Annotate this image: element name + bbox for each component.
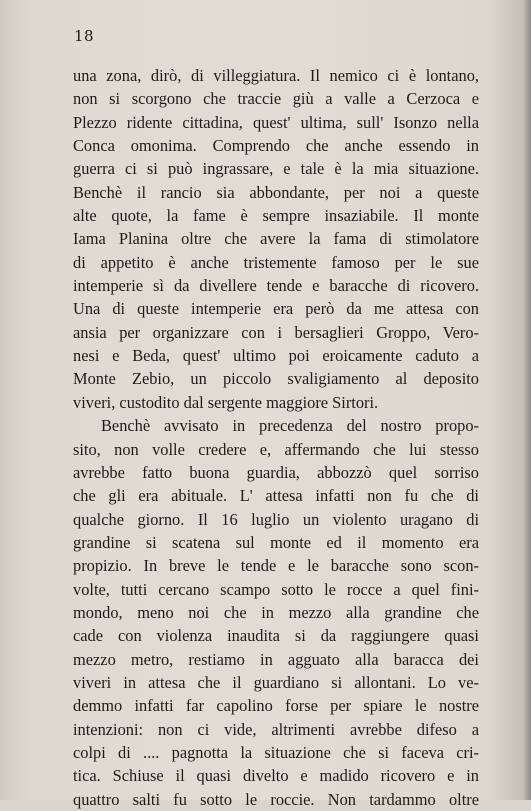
body-text: [73, 64, 479, 811]
text-line: demmo infatti far capolino forse per spiare le nostre: [73, 696, 479, 716]
text-line: mezzo metro, restiamo in agguato alla baracca dei: [73, 649, 479, 669]
text-line: avrebbe fatto buona guardia, abbozzò quel sorriso: [73, 462, 479, 482]
text-line: viveri in attesa che il guardiano si allontani. Lo ve-: [73, 672, 479, 692]
text-line: sito, non volle credere e, affermando che lui stesso: [73, 439, 479, 459]
text-line: intenzioni: non ci vide, altrimenti avrebbe difeso a: [73, 719, 479, 739]
text-line: Una di queste intemperie era però da me attesa con: [73, 299, 479, 319]
text-line: che gli era abituale. L' attesa infatti non fu che di: [73, 486, 479, 506]
text-line: quattro salti fu sotto le roccie. Non tardammo oltre: [73, 789, 479, 809]
text-line: propizio. In breve le tende e le baracche sono scon-: [73, 556, 479, 576]
text-line: Benchè avvisato in precedenza del nostro propo-: [101, 416, 479, 436]
text-line: Benchè il rancio sia abbondante, per noi a queste: [73, 182, 479, 202]
text-line: grandine si scatena sul monte ed il momento era: [73, 532, 479, 552]
text-line: mondo, meno noi che in mezzo alla grandine che: [73, 602, 479, 622]
text-line: volte, tutti cercano scampo sotto le rocce a quel fini-: [73, 579, 479, 599]
text-line: Conca omonima. Comprendo che anche essendo in: [73, 136, 479, 156]
text-line: Monte Zebio, un piccolo svaligiamento al deposito: [73, 369, 479, 389]
text-line: colpi di .... pagnotta la situazione che si faceva cri-: [73, 742, 479, 762]
text-line: ansia per organizzare con i bersaglieri Groppo, Vero-: [73, 322, 479, 342]
text-line: non si scorgono che traccie giù a valle a Cerzoca e: [73, 89, 479, 109]
page-edge-shadow: [523, 0, 531, 800]
text-line: una zona, dirò, di villeggiatura. Il nemico ci è lontano,: [73, 66, 479, 85]
text-line: viveri, custodito dal sergente maggiore Sirtori.: [73, 392, 379, 412]
text-line: nesi e Beda, quest' ultimo poi eroicamente caduto a: [73, 346, 479, 366]
text-line: cade con violenza inaudita si da raggiungere quasi: [73, 626, 479, 646]
page-number: 18: [74, 27, 95, 45]
text-line: Iama Planina oltre che avere la fama di stimolatore: [73, 229, 479, 249]
text-line: guerra ci si può ingrassare, e tale è la mia situazione.: [73, 159, 479, 179]
text-line: Plezzo ridente cittadina, quest' ultima, sull' Isonzo nella: [73, 112, 479, 132]
text-line: alte quote, la fame è sempre insaziabile. Il monte: [73, 206, 479, 226]
text-line: intemperie sì da divellere tende e baracche di ricovero.: [73, 276, 479, 296]
text-line: tica. Schiuse il quasi divelto e madido ricovero e in: [73, 766, 479, 786]
text-line: di appetito è anche tristemente famoso per le sue: [73, 252, 479, 272]
text-line: qualche giorno. Il 16 luglio un violento uragano di: [73, 509, 479, 529]
